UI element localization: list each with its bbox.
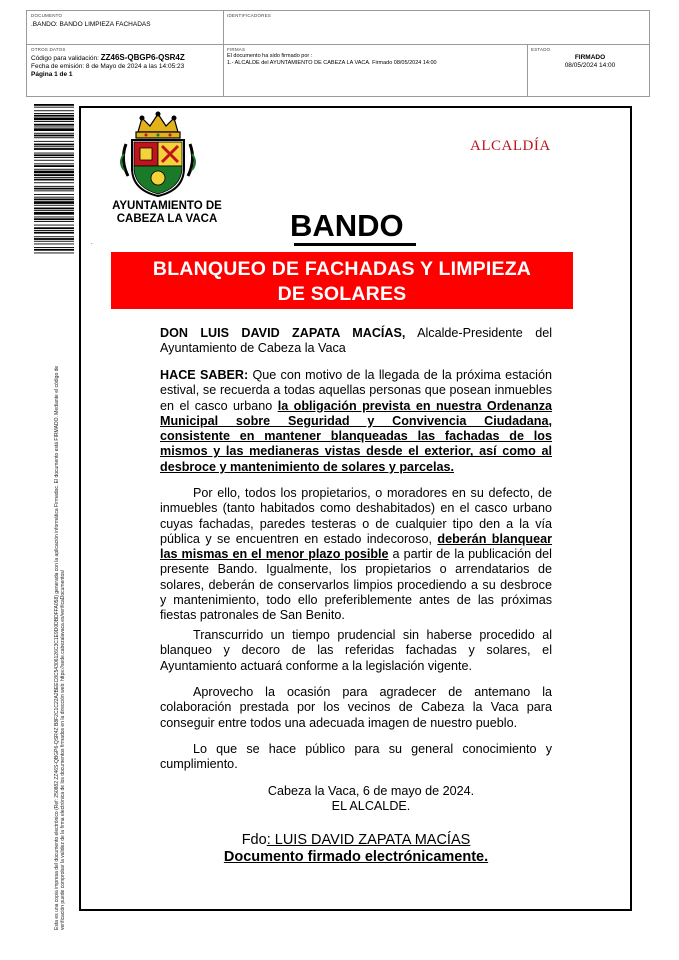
hace-saber-obligation: la obligación prevista en nuestra Ordenanza Municipal sobre Seguridad y Convivencia Ciudadana, consistente en mantener blanqueadas las fachadas de los mismos y las medianeras vistas desde el exterior, así como al desbroce y mantenimiento de solares y parcelas. (160, 398, 553, 474)
side-text-line1: Esta es una copia impresa del documento electrónico (Ref: 250882 ZZ46S-QBGP6-QSR4Z B8F2C1C22A2BEEC8C54306126C3C1E9D0DBDFFA058) generada con la aplicación informática Firmadoc. El documento está FIRMADO. Mediante el código de (54, 365, 60, 930)
verification-side-text (54, 290, 66, 930)
banner-line1: BLANQUEO DE FACHADAS Y LIMPIEZA (152, 258, 532, 280)
codigo-prefix: Código para validación: (31, 55, 99, 62)
signature-line (160, 832, 552, 848)
header-divider (223, 11, 224, 96)
fecha-emision: Fecha de emisión: 8 de Mayo de 2024 a las 14:05:23 (31, 63, 185, 70)
paragraph-por-ello (160, 486, 552, 624)
paragraph-transcurrido: Transcurrido un tiempo prudencial sin haberse procedido al blanqueo y decoro de las referidas fachadas y solares, el Ayuntamiento actuará conforme a la legislación vigente. (160, 628, 552, 673)
mark-dot: . (91, 240, 93, 246)
estado-value: FIRMADO (574, 54, 606, 61)
ayuntamiento-line1: AYUNTAMIENTO DE (112, 200, 222, 212)
title-underline (294, 243, 416, 246)
mayor-name: DON LUIS DAVID ZAPATA MACÍAS, (160, 326, 406, 340)
otros-datos-label: OTROS DATOS (31, 47, 66, 52)
por-ello-text2: a partir de la publicación del presente Bando. Igualmente, los propietarios o arrendatarios de solares, deberán de conservarlos limpios procediendo a su desbroce y mantenimiento, todo ello preferiblemente antes de las próximas fiestas patronales de San Benito. (160, 547, 552, 623)
ayuntamiento-line2: CABEZA LA VACA (116, 213, 218, 225)
documento-label: DOCUMENTO (31, 13, 63, 18)
ayuntamiento-name (92, 200, 242, 226)
place-date: Cabeza la Vaca, 6 de mayo de 2024. (267, 784, 475, 798)
alcaldia-heading: ALCALDÍA (470, 138, 551, 154)
fdo-prefix: Fdo (241, 832, 267, 848)
paragraph-hace-saber (160, 368, 552, 475)
side-text-line2: verificación puede comprobar la validez de la firma electrónica de los documentos firmados en la dirección web: https://sede.cabezalavaca.es/verificaDocumentos/ (60, 569, 66, 930)
paragraph-publico: Lo que se hace público para su general conocimiento y cumplimiento. (160, 742, 552, 772)
coat-of-arms-icon (118, 110, 198, 198)
estado-label: ESTADO (531, 47, 551, 52)
hace-saber-lead: HACE SABER: (160, 368, 249, 382)
por-ello-text1: Por ello, todos los propietarios, o moradores en su defecto, de inmuebles (tanto habitados como deshabitados) en el casco urbano cuyas fachadas, paredes testeras o de cualquier tipo den a la vía pública y se encuentren en estado indecoroso, (160, 486, 552, 546)
signer-name: : LUIS DAVID ZAPATA MACÍAS (266, 832, 471, 848)
el-alcalde: EL ALCALDE. (331, 799, 411, 813)
paragraph-intro (160, 326, 552, 357)
hace-saber-text: Que con motivo de la llegada de la próxima estación estival, se recuerda a todas aquellas personas que posean inmuebles en el casco urbano (160, 368, 552, 413)
pagina: Página 1 de 1 (31, 71, 73, 78)
banner-line2: DE SOLARES (277, 283, 407, 305)
subject-banner (111, 252, 573, 309)
header-divider (527, 44, 528, 96)
barcode-icon (34, 104, 74, 254)
signed-note: Documento firmado electrónicamente. (223, 849, 489, 865)
validation-code: ZZ46S-QBGP6-QSR4Z (100, 53, 185, 62)
firmas-line2: 1.- ALCALDE del AYUNTAMIENTO DE CABEZA LA VACA. Firmado 08/05/2024 14:00 (227, 60, 437, 66)
mayor-title: Alcalde-Presidente del Ayuntamiento de Cabeza la Vaca (160, 326, 552, 356)
identificadores-label: IDENTIFICADORES (227, 13, 272, 18)
document-header (26, 10, 650, 97)
page-title: BANDO (290, 208, 404, 243)
firmas-line1: El documento ha sido firmado por : (227, 53, 313, 59)
por-ello-deadline: deberán blanquear las mismas en el menor plazo posible (160, 531, 552, 562)
firmas-label: FIRMAS (227, 47, 246, 52)
header-divider (27, 44, 649, 45)
paragraph-aprovecho: Aprovecho la ocasión para agradecer de antemano la colaboración prestada por los vecinos de Cabeza la Vaca para conseguir entre todos una adecuada imagen de nuestro pueblo. (160, 685, 552, 730)
estado-date: 08/05/2024 14:00 (564, 62, 616, 69)
documento-value: .BANDO: BANDO LIMPIEZA FACHADAS (31, 21, 151, 28)
